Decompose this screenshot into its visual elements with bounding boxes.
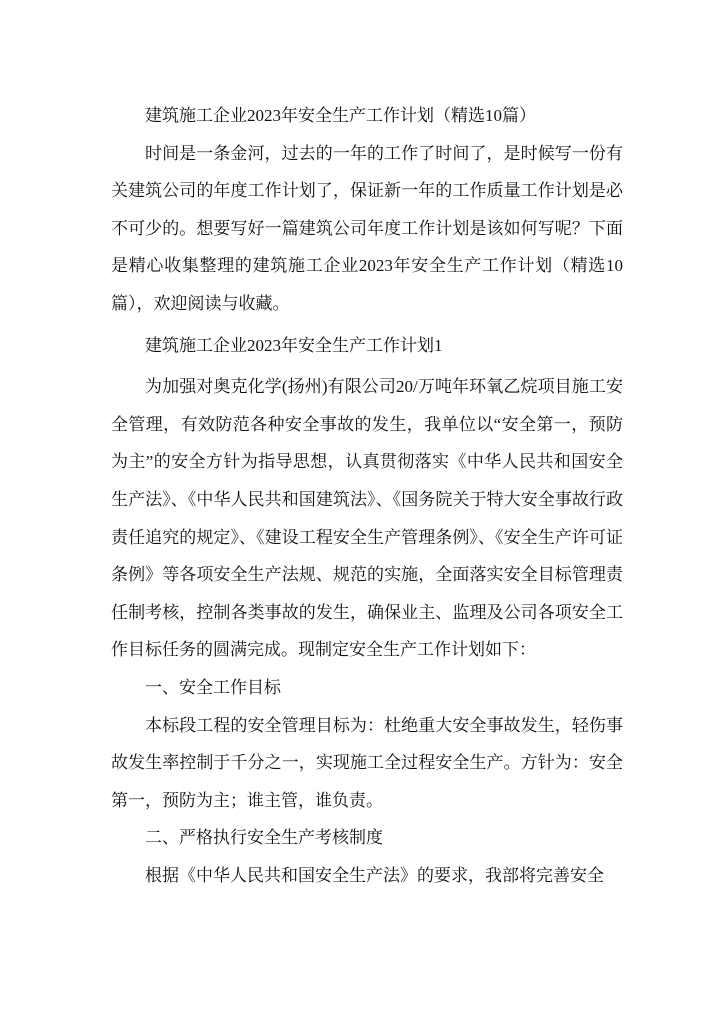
body-paragraph-3: 根据《中华人民共和国安全生产法》的要求，我部将完善安全: [145, 865, 604, 885]
body-paragraph-1: 为加强对奥克化学(扬州)有限公司20/万吨年环氧乙烷项目施工安全管理，有效防范各种安全事故的发生，我单位以“安全第一，预防为主”的安全方针为指导思想，认真贯彻落实《中华人民共和国安全生产法》、《中华人民共和国建筑法》、《国务院关于特大安全事故行政责任追究的规定》、《建设工程安全生产管理条例》、《安全生产许可证条例》等各项安全生产法规、规范的实施，全面落实安全目标管理责任制考核，控制各类事故的发生，确保业主、监理及公司各项安全工作目标任务的圆满完成。现制定安全生产工作计划如下：: [111, 377, 623, 660]
heading-safety-goals: 一、安全工作目标: [145, 677, 281, 697]
document-title: 建筑施工企业2023年安全生产工作计划（精选10篇）: [145, 106, 536, 125]
section-title: 建筑施工企业2023年安全生产工作计划1: [145, 335, 443, 355]
heading-assessment-system: 二、严格执行安全生产考核制度: [145, 828, 383, 848]
intro-paragraph: 时间是一条金河，过去的一年的工作了时间了，是时候写一份有关建筑公司的年度工作计划了，保证新一年的工作质量工作计划是必不可少的。想要写好一篇建筑公司年度工作计划是该如何写呢？下面是精心收集整理的建筑施工企业2023年安全生产工作计划（精选10篇），欢迎阅读与收藏。: [111, 143, 623, 313]
document-page: [111, 97, 623, 894]
body-paragraph-2: 本标段工程的安全管理目标为：杜绝重大安全事故发生，轻伤事故发生率控制于千分之一，实现施工全过程安全生产。方针为：安全第一，预防为主；谁主管，谁负责。: [111, 715, 623, 810]
